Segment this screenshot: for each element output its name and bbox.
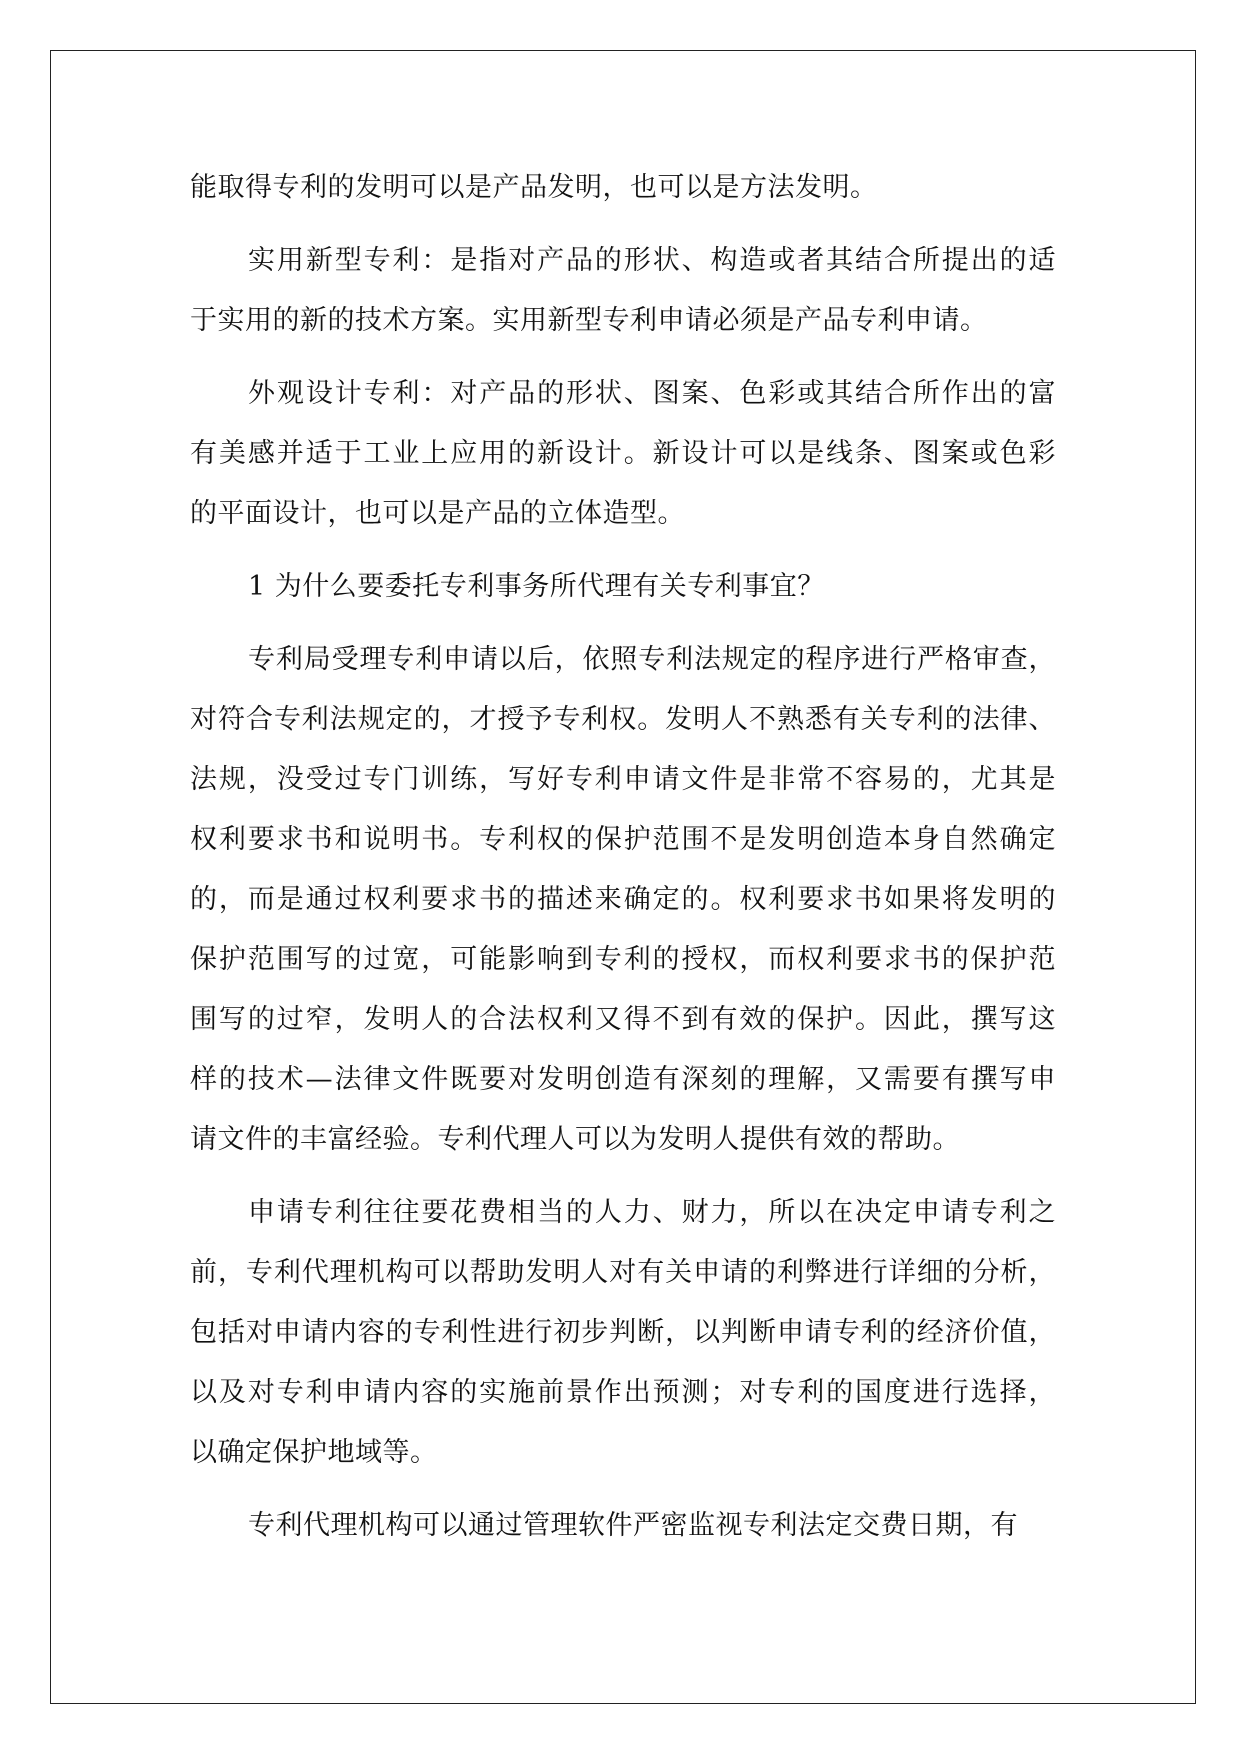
text-line: 的，而是通过权利要求书的描述来确定的。权利要求书如果将发明的 [190, 884, 1056, 915]
text-line: 以及对专利申请内容的实施前景作出预测；对专利的国度进行选择， [190, 1377, 1056, 1408]
text-line: 的平面设计，也可以是产品的立体造型。 [190, 498, 685, 529]
paragraph [190, 1496, 1056, 1556]
text-line: 专利代理机构可以通过管理软件严密监视专利法定交费日期，有 [248, 1510, 1018, 1541]
text-line: 有美感并适于工业上应用的新设计。新设计可以是线条、图案或色彩 [190, 438, 1056, 469]
paragraph-spacer [190, 617, 1056, 630]
text-line: 以确定保护地域等。 [190, 1437, 438, 1468]
text-line: 围写的过窄，发明人的合法权利又得不到有效的保护。因此，撰写这 [190, 1004, 1056, 1035]
text-line: 包括对申请内容的专利性进行初步判断，以判断申请专利的经济价值， [190, 1317, 1056, 1348]
text-line: 于实用的新的技术方案。实用新型专利申请必须是产品专利申请。 [190, 305, 988, 336]
paragraph-spacer [190, 218, 1056, 231]
text-line: 保护范围写的过宽，可能影响到专利的授权，而权利要求书的保护范 [190, 944, 1056, 975]
paragraph-spacer [190, 544, 1056, 557]
text-line: 权利要求书和说明书。专利权的保护范围不是发明创造本身自然确定 [190, 824, 1056, 855]
paragraph [190, 1183, 1056, 1483]
text-line: 样的技术—法律文件既要对发明创造有深刻的理解，又需要有撰写申 [190, 1064, 1056, 1095]
text-line: 法规，没受过专门训练，写好专利申请文件是非常不容易的，尤其是 [190, 764, 1056, 795]
paragraph [190, 364, 1056, 544]
text-line: 申请专利往往要花费相当的人力、财力，所以在决定申请专利之 [248, 1197, 1056, 1228]
paragraph [190, 158, 1056, 218]
text-line: 前，专利代理机构可以帮助发明人对有关申请的利弊进行详细的分析， [190, 1257, 1056, 1288]
paragraph-spacer [190, 1483, 1056, 1496]
text-line: 专利局受理专利申请以后，依照专利法规定的程序进行严格审查， [248, 644, 1056, 675]
paragraph-spacer [190, 351, 1056, 364]
text-line: 外观设计专利：对产品的形状、图案、色彩或其结合所作出的富 [248, 378, 1056, 409]
text-line: 请文件的丰富经验。专利代理人可以为发明人提供有效的帮助。 [190, 1124, 960, 1155]
paragraph-spacer [190, 1170, 1056, 1183]
text-line: 能取得专利的发明可以是产品发明，也可以是方法发明。 [190, 172, 878, 203]
paragraph [190, 630, 1056, 1170]
document-body [190, 158, 1056, 1556]
text-line: 对符合专利法规定的，才授予专利权。发明人不熟悉有关专利的法律、 [190, 704, 1056, 735]
paragraph [190, 557, 1056, 617]
text-line: 实用新型专利：是指对产品的形状、构造或者其结合所提出的适 [248, 245, 1056, 276]
paragraph [190, 231, 1056, 351]
text-line: 1 为什么要委托专利事务所代理有关专利事宜？ [248, 571, 825, 602]
